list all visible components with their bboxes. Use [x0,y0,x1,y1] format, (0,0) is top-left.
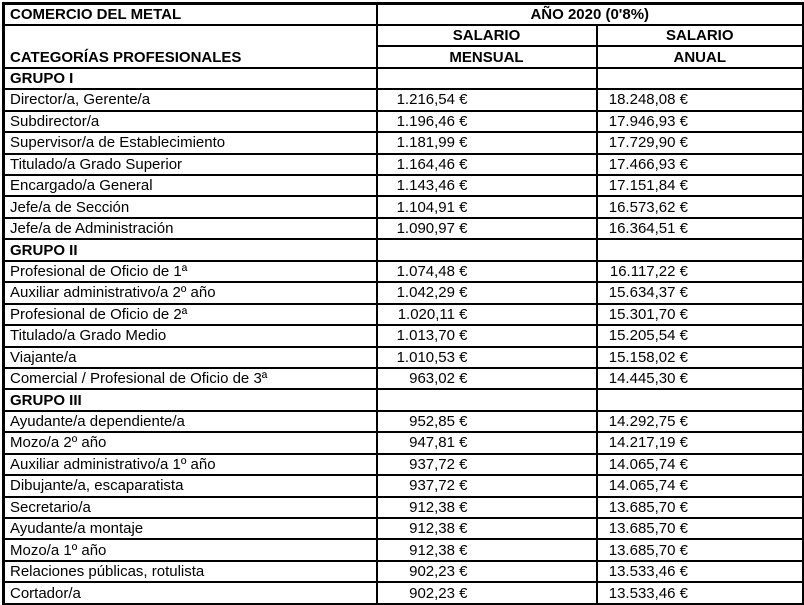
column-header-row-1 [4,25,804,46]
category-cell: Jefe/a de Administración [4,218,377,239]
category-cell: Titulado/a Grado Superior [4,154,377,175]
monthly-salary-cell: 947,81 € [377,432,597,453]
monthly-salary-cell: 912,38 € [377,518,597,539]
annual-salary-header-line2: ANUAL [597,46,804,67]
category-cell: Cortador/a [4,582,377,603]
table-row [4,261,804,282]
table-row [4,154,804,175]
monthly-salary-cell: 1.181,99 € [377,132,597,153]
empty-cell [377,389,597,410]
monthly-salary-cell: 1.196,46 € [377,111,597,132]
monthly-salary-cell: 937,72 € [377,475,597,496]
annual-salary-cell: 13.685,70 € [597,497,804,518]
salary-table [2,2,804,605]
monthly-salary-cell: 1.090,97 € [377,218,597,239]
table-row [4,518,804,539]
table-row [4,218,804,239]
table-row [4,582,804,603]
monthly-salary-cell: 1.216,54 € [377,89,597,110]
table-row [4,432,804,453]
empty-cell [597,68,804,89]
group-label: GRUPO I [4,68,377,89]
category-cell: Ayudante/a dependiente/a [4,411,377,432]
monthly-salary-cell: 952,85 € [377,411,597,432]
monthly-salary-cell: 937,72 € [377,454,597,475]
monthly-salary-cell: 1.042,29 € [377,282,597,303]
table-title-left: COMERCIO DEL METAL [4,4,377,25]
annual-salary-cell: 15.205,54 € [597,325,804,346]
category-cell: Mozo/a 2º año [4,432,377,453]
monthly-salary-cell: 1.143,46 € [377,175,597,196]
table-row [4,89,804,110]
monthly-salary-cell: 1.013,70 € [377,325,597,346]
monthly-salary-cell: 912,38 € [377,539,597,560]
monthly-salary-header-line1: SALARIO [377,25,597,46]
annual-salary-cell: 15.158,02 € [597,347,804,368]
category-cell: Encargado/a General [4,175,377,196]
table-row [4,539,804,560]
table-row [4,368,804,389]
empty-cell [377,68,597,89]
empty-cell [597,239,804,260]
category-cell: Viajante/a [4,347,377,368]
category-cell: Subdirector/a [4,111,377,132]
monthly-salary-header-line2: MENSUAL [377,46,597,67]
annual-salary-header-line1: SALARIO [597,25,804,46]
empty-cell [597,389,804,410]
category-cell: Secretario/a [4,497,377,518]
category-cell: Director/a, Gerente/a [4,89,377,110]
table-row [4,132,804,153]
table-title-row [4,4,804,25]
annual-salary-cell: 13.685,70 € [597,518,804,539]
annual-salary-cell: 17.729,90 € [597,132,804,153]
category-cell: Auxiliar administrativo/a 1º año [4,454,377,475]
annual-salary-cell: 15.301,70 € [597,304,804,325]
category-cell: Ayudante/a montaje [4,518,377,539]
annual-salary-cell: 16.117,22 € [597,261,804,282]
table-header-section [4,4,804,68]
annual-salary-cell: 16.573,62 € [597,196,804,217]
table-row [4,282,804,303]
monthly-salary-cell: 902,23 € [377,582,597,603]
table-row [4,111,804,132]
category-cell: Profesional de Oficio de 2ª [4,304,377,325]
table-row [4,347,804,368]
group-header-row [4,389,804,410]
monthly-salary-cell: 1.164,46 € [377,154,597,175]
annual-salary-cell: 17.466,93 € [597,154,804,175]
category-cell: Supervisor/a de Establecimiento [4,132,377,153]
annual-salary-cell: 17.946,93 € [597,111,804,132]
annual-salary-cell: 13.533,46 € [597,582,804,603]
monthly-salary-cell: 902,23 € [377,561,597,582]
annual-salary-cell: 14.217,19 € [597,432,804,453]
annual-salary-cell: 14.065,74 € [597,475,804,496]
empty-cell [377,239,597,260]
annual-salary-cell: 13.533,46 € [597,561,804,582]
annual-salary-cell: 16.364,51 € [597,218,804,239]
table-row [4,454,804,475]
monthly-salary-cell: 1.020,11 € [377,304,597,325]
group-header-row [4,239,804,260]
category-cell: Relaciones públicas, rotulista [4,561,377,582]
table-title-year: AÑO 2020 (0'8%) [377,4,804,25]
group-label: GRUPO III [4,389,377,410]
category-cell: Profesional de Oficio de 1ª [4,261,377,282]
table-row [4,175,804,196]
category-cell: Titulado/a Grado Medio [4,325,377,346]
table-row [4,561,804,582]
monthly-salary-cell: 1.104,91 € [377,196,597,217]
monthly-salary-cell: 1.074,48 € [377,261,597,282]
group-label: GRUPO II [4,239,377,260]
group-header-row [4,68,804,89]
table-row [4,497,804,518]
annual-salary-cell: 14.065,74 € [597,454,804,475]
category-cell: Mozo/a 1º año [4,539,377,560]
table-row [4,411,804,432]
annual-salary-cell: 14.445,30 € [597,368,804,389]
monthly-salary-cell: 912,38 € [377,497,597,518]
annual-salary-cell: 14.292,75 € [597,411,804,432]
table-row [4,196,804,217]
monthly-salary-cell: 1.010,53 € [377,347,597,368]
categories-column-header: CATEGORÍAS PROFESIONALES [4,25,377,68]
annual-salary-cell: 18.248,08 € [597,89,804,110]
category-cell: Auxiliar administrativo/a 2º año [4,282,377,303]
category-cell: Comercial / Profesional de Oficio de 3ª [4,368,377,389]
category-cell: Dibujante/a, escaparatista [4,475,377,496]
table-row [4,325,804,346]
monthly-salary-cell: 963,02 € [377,368,597,389]
table-row [4,304,804,325]
table-row [4,475,804,496]
annual-salary-cell: 15.634,37 € [597,282,804,303]
annual-salary-cell: 17.151,84 € [597,175,804,196]
category-cell: Jefe/a de Sección [4,196,377,217]
table-body-section [4,68,804,604]
annual-salary-cell: 13.685,70 € [597,539,804,560]
